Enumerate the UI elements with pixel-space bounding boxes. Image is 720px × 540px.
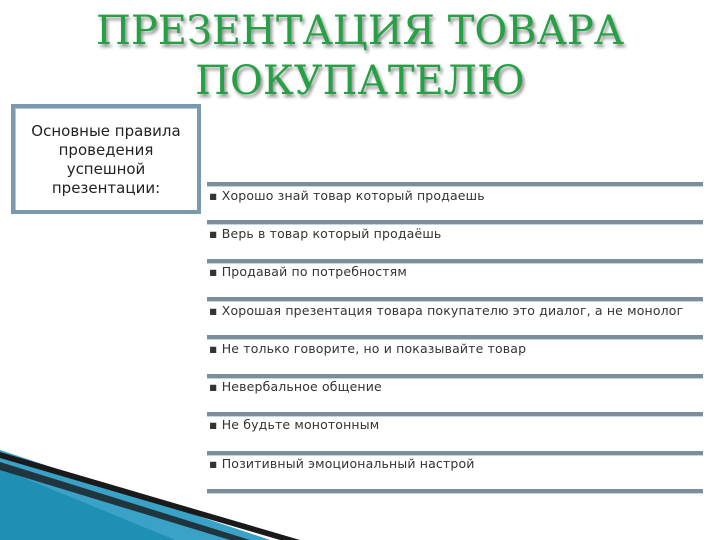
list-item — [207, 259, 703, 297]
list-item — [207, 182, 703, 220]
list-item-text: ▪ Не только говорите, но и показывайте товар — [209, 341, 527, 356]
list-item-text: ▪ Верь в товар который продаёшь — [209, 226, 442, 241]
corner-decoration — [0, 450, 300, 540]
list-item-text: ▪ Продавай по потребностям — [209, 264, 407, 279]
item-divider — [207, 220, 703, 224]
item-divider — [207, 182, 703, 186]
list-item — [207, 335, 703, 373]
list-item — [207, 297, 703, 335]
title-line-1: ПРЕЗЕНТАЦИЯ ТОВАРА — [95, 8, 625, 54]
rules-heading-text: Основные правила проведения успешной презентации: — [31, 122, 181, 197]
list-item-text: ▪ Позитивный эмоциональный настрой — [209, 456, 475, 471]
item-divider — [207, 297, 703, 301]
list-item-text: ▪ Не будьте монотонным — [209, 417, 380, 432]
rules-heading-box — [11, 104, 201, 214]
list-item — [207, 220, 703, 258]
list-item — [207, 374, 703, 412]
item-divider — [207, 374, 703, 378]
title-line-2: ПОКУПАТЕЛЮ — [195, 58, 525, 104]
item-divider — [207, 335, 703, 339]
list-item-text: ▪ Хорошо знай товар который продаешь — [209, 188, 485, 203]
item-divider — [207, 412, 703, 416]
list-item — [207, 412, 703, 450]
item-divider — [207, 259, 703, 263]
list-item-text: ▪ Невербальное общение — [209, 379, 382, 394]
list-item-text: ▪ Хорошая презентация товара покупателю это диалог, а не монолог — [209, 303, 684, 318]
